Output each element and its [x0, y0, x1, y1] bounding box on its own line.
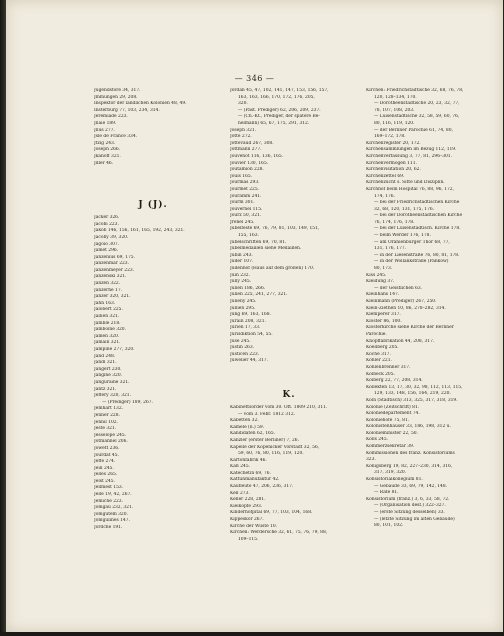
index-entry: Jangert 230.	[94, 366, 122, 372]
index-entry: Kirchenregister 20, 172.	[366, 140, 421, 146]
column-gap	[230, 365, 348, 387]
index-entry: Kippeskor 267.	[230, 517, 264, 523]
index-entry: Janzerhe 17.	[94, 287, 123, 293]
index-entry: Kirche der Wüste 10.	[230, 523, 278, 529]
index-column-1	[94, 88, 212, 532]
index-entry: Kolonistenhäuser 33, 186, 198, 312 u.	[366, 424, 451, 430]
index-entry: — Gebäude 33, 69, 79, 142, 148.	[374, 483, 448, 489]
index-entry: Kamele (n.) 59.	[230, 424, 265, 430]
index-entry: 80, 101, 102.	[374, 523, 404, 529]
index-entry: Jomgutem 320.	[94, 511, 128, 517]
index-entry: Kolonieminister 22, 50.	[366, 430, 418, 436]
index-entry: Jmmungen 29, 208.	[94, 94, 138, 100]
index-entry: 155, 163.	[238, 233, 259, 239]
index-entry: 169–172, 178.	[374, 134, 406, 140]
index-entry: Kohlenbrenner 317.	[366, 364, 411, 370]
index-entry: Knopffabrikation 44, 208, 317.	[366, 338, 435, 344]
index-entry: Joseph 321.	[230, 127, 257, 133]
index-entry: Klosterkirche siehe Kirche der Berliner	[366, 325, 454, 331]
index-entry: Justicen 223.	[230, 351, 260, 357]
index-entry: Koellberg 205.	[366, 345, 399, 351]
index-entry: Jotmannel 206.	[94, 439, 128, 445]
index-entry: Jordche 191.	[94, 525, 123, 531]
index-entry: Jotte 272.	[230, 134, 252, 140]
index-entry: Jomgulines 147.	[94, 518, 130, 524]
index-entry: Insterburg 77, 103, 234, 314.	[94, 107, 160, 113]
index-entry: Jordan 45, 47, 102, 141, 147, 153, 156, 157,	[230, 88, 329, 93]
index-entry: Kolonie (Zeitschrift) 81.	[366, 404, 420, 410]
index-entry: Jottevaud 267, 308.	[230, 140, 274, 146]
index-entry: — Dorotheenstädtische 20, 23, 32, 77,	[374, 101, 460, 107]
index-entry: 320.	[238, 101, 248, 107]
index-entry: 323.	[366, 457, 376, 463]
index-entry: Julieny 245.	[230, 299, 257, 304]
index-entry: Koloniehöfe 75, 81.	[366, 417, 410, 423]
index-entry: Kirchenverfassung 3, 77, 81, 296–301.	[366, 153, 452, 159]
index-entry: Juse 245.	[230, 338, 251, 344]
index-entry: Jand 248.	[94, 353, 116, 359]
index-entry: Jahn 163.	[94, 300, 116, 306]
index-entry: Jellmest 153.	[94, 485, 124, 491]
index-entry: — Luisenstädtische 32, 58, 59, 60, 76,	[374, 114, 460, 120]
index-entry: — in der Liesenstraße 76, 80, 81, 178.	[374, 252, 460, 258]
index-entry: 76, 174, 176, 178.	[374, 219, 415, 225]
index-entry: Jeremiade 223.	[94, 114, 128, 120]
index-entry: Koloniedepartement 74.	[366, 411, 420, 417]
index-entry: Jourmas 293.	[230, 180, 260, 186]
index-entry: 80, 116, 119, 120.	[374, 120, 415, 126]
index-entry: Köln (Städtisch) 313, 325, 317, 318, 319.	[366, 397, 458, 403]
index-entry: Jugendstore 34, 317.	[94, 88, 141, 93]
index-entry: Jouvernel 115.	[230, 206, 263, 212]
index-entry: Jrenel 245.	[230, 219, 255, 225]
index-entry: Jsle de France 334.	[94, 134, 138, 140]
index-entry: Kabetten 32.	[230, 418, 259, 424]
index-entry: Kapelle der Köpenicker Vorstadt 32, 56,	[230, 444, 320, 450]
index-entry: — bei der Friedrichstädtischen Kirche	[374, 200, 460, 206]
index-entry: Jacobi 223.	[94, 221, 119, 227]
index-entry: Kirchen: Werdersche 32, 61, 75, 76, 79, 88,	[230, 530, 328, 536]
index-entry: Kleinhans 147.	[366, 292, 400, 298]
index-entry: Kinderhofpital 69, 77, 103, 104, 168.	[230, 510, 313, 516]
index-entry: Kiss 245.	[366, 272, 387, 278]
index-entry: — (Organisation desf.) 322–327.	[374, 503, 446, 509]
index-entry: 131, 176, 177.	[374, 246, 407, 252]
index-entry: Kommissionen des franz. Konsistoriums	[366, 450, 455, 456]
index-entry: — Räte 81.	[374, 490, 399, 496]
index-entry: Jkanoff 321.	[94, 153, 121, 159]
index-entry: Jouvenot 116, 136, 165.	[230, 153, 284, 159]
index-entry: 78, 107, 108, 203.	[374, 107, 415, 113]
index-entry: Jllaie 189.	[94, 120, 117, 126]
index-entry: Jurain 208, 321.	[230, 318, 266, 324]
section-heading-k: K.	[282, 389, 296, 400]
index-entry: Jacker 326.	[94, 215, 120, 221]
index-entry: Klein-Ziethen 10, 86, 278–282, 314.	[366, 305, 446, 311]
index-entry: — (Past. Prediger) 62, 206, 209, 237.	[238, 107, 321, 113]
index-entry: Juwelier 44, 317.	[230, 358, 269, 364]
index-entry: — der Berliner Parochie 61, 74, 80,	[374, 127, 453, 133]
index-entry: Janzer 320, 321.	[94, 294, 131, 300]
index-entry: Konsistorium (franz.) 3, 6, 33, 58, 72.	[366, 496, 450, 502]
index-entry: Janzenmeyer 223.	[94, 267, 135, 273]
index-entry: Janzenmar 223.	[94, 261, 129, 267]
index-entry: Jullien 295.	[230, 305, 256, 311]
page-number: — 346 —	[234, 74, 275, 83]
index-entry: Kleinmann (Prediger) 267, 250.	[366, 299, 437, 304]
index-entry: Joutamion 228.	[230, 167, 264, 173]
index-entry: — beim Werder 176, 178.	[374, 233, 431, 239]
index-entry: 174, 176.	[374, 193, 395, 199]
index-entry: — in der Wollankstraße (Pankow)	[374, 259, 449, 265]
index-entry: Jampine 277, 320.	[94, 347, 135, 352]
index-entry: Jourmet 225.	[230, 186, 260, 192]
index-entry: Janzenski 321.	[94, 274, 127, 280]
section-heading-j: J (J).	[138, 200, 168, 211]
index-entry: Keller 228, 281.	[230, 497, 266, 503]
index-entry: Justin 263.	[230, 345, 255, 351]
column-gap	[94, 167, 212, 197]
index-entry: — am Oranienburger Thor 68, 77,	[374, 239, 450, 245]
index-entry: 163, 163, 166, 170, 172, 176, 205,	[238, 94, 315, 100]
index-entry: Kirchen: Friedrichstädtische 32, 68, 76, 78,	[366, 88, 464, 93]
index-entry: — vom 3. Febr. 1812 312.	[238, 411, 296, 417]
page-bottom-edge	[0, 632, 504, 636]
index-entry: Kollekten 13, 17, 30, 32, 98, 112, 113, 115,	[366, 384, 463, 390]
index-entry: Jurien 17, 33.	[230, 325, 261, 331]
index-entry: Jouvier 130, 165.	[230, 160, 269, 166]
index-entry: 80, 173.	[374, 266, 393, 272]
index-entry: Kielkopfe 293.	[230, 503, 263, 509]
index-entry: Jacoby 39, 320.	[94, 234, 129, 240]
index-entry: Jubelfeste 69, 76, 79, 81, 103, 149, 151,	[230, 226, 320, 232]
index-entry: Parochie.	[366, 331, 387, 337]
index-entry: Jelle 19, 42, 267.	[94, 492, 132, 498]
index-entry: Jdler 46.	[94, 160, 114, 166]
index-entry: Jalobert 225.	[94, 307, 123, 313]
index-entry: Kleidung 37.	[366, 279, 395, 285]
index-entry: — (letzte Sitzung im alten Gebäude)	[374, 516, 455, 522]
index-entry: Jemhart 132.	[94, 406, 124, 412]
index-entry: Jallien 321.	[94, 314, 120, 320]
index-entry: Jurisdiktion 54, 55.	[230, 331, 273, 337]
index-entry: Köche 317.	[366, 351, 391, 357]
index-entry: helmann) 65, 67, 175, 291, 312.	[238, 120, 310, 126]
index-entry: — bei der Luisenstädtisch. Kirche 178.	[374, 226, 461, 232]
index-entry: Kölls 245.	[366, 437, 389, 443]
index-entry: Janguraine 321.	[94, 379, 130, 385]
index-entry: Kartonfabrik 46.	[230, 457, 267, 463]
index-entry: — (Ch.-Kt., Prediger, der spätere Be-	[238, 114, 320, 120]
index-entry: 109–115.	[238, 536, 259, 542]
index-entry: Jamain 321.	[94, 340, 121, 346]
index-entry: Jamble 218.	[94, 320, 121, 326]
index-entry: Jully 245.	[230, 279, 252, 285]
index-entry: Kattunmanufaktur 42.	[230, 477, 280, 483]
index-column-3	[366, 88, 484, 530]
index-entry: Jourm 301.	[230, 200, 255, 206]
index-entry: Jllus 277.	[94, 127, 115, 133]
index-entry: Jeill 245.	[94, 465, 114, 471]
index-entry: Jelst 245.	[94, 478, 115, 484]
index-entry: Jowett 236.	[94, 445, 120, 451]
index-entry: Jubelmedaillen siehe Medaillen.	[230, 246, 302, 252]
index-entry: Kirchhof beim Hospital 76, 88, 96, 172,	[366, 186, 454, 192]
index-entry: Kirchenzucht s. Sitte und Disziplin.	[366, 180, 445, 186]
index-entry: Jeste 321.	[94, 426, 117, 432]
index-entry: Jtzig 243.	[94, 140, 116, 146]
index-entry: Katechetin 69, 76.	[230, 470, 271, 476]
index-entry: 317, 319, 320.	[374, 470, 407, 476]
index-entry: Kirchensammlungen im Bezug 112, 119.	[366, 147, 457, 153]
index-entry: Kirchenvisitation 20, 62.	[366, 167, 421, 173]
index-entry: Jamen 320.	[94, 333, 120, 339]
index-entry: Kaß 245.	[230, 464, 251, 470]
index-entry: 120, 128–134, 170.	[374, 94, 417, 100]
index-entry: — (erste Sitzung desselben) 33.	[374, 510, 445, 515]
index-entry: Julien 225, 241, 277, 321.	[230, 292, 288, 298]
index-entry: Jottmann 277.	[230, 147, 262, 153]
index-entry: Inspektor der ländlichen Kolonien 48, 49.	[94, 101, 187, 107]
index-entry: Jeffe 274.	[94, 459, 116, 465]
index-entry: Jeffery 320, 321.	[94, 393, 131, 399]
index-entry: Jandl 321.	[94, 360, 117, 366]
index-entry: Jakob 146, 156, 161, 165, 192, 243, 321.	[94, 228, 185, 234]
index-entry: Jemiche 223.	[94, 498, 123, 504]
index-entry: Jangine 320.	[94, 373, 123, 379]
index-entry: Jennil 102.	[94, 419, 118, 425]
index-entry: Kolbeck 205.	[366, 371, 395, 377]
index-entry: Kirchenvermögen 111.	[366, 160, 417, 166]
index-entry: Kandidaten 62, 165.	[230, 431, 276, 437]
index-entry: Joseph 266.	[94, 147, 121, 153]
index-entry: — (Prediger) 189, 267.	[102, 399, 153, 405]
index-entry: 32, 68, 120, 131, 175, 176.	[374, 206, 435, 212]
index-entry: Jenner 228.	[94, 412, 120, 418]
index-entry: Klemperer 317.	[366, 312, 401, 318]
index-entry: Jantz 321.	[94, 386, 117, 392]
index-entry: Jubelschriften 69, 70, 81.	[230, 239, 287, 245]
index-entry: Kommerzsekretär 39.	[366, 444, 415, 450]
index-entry: Jamet 296.	[94, 248, 119, 254]
index-entry: 129, 133, 148, 156, 164, 219, 220.	[374, 391, 451, 397]
index-entry: Jesselope 245.	[94, 432, 127, 438]
index-entry: Julien 186, 266.	[230, 285, 266, 291]
index-entry: Jüdenhof (Haus auf dem großen) 170.	[230, 266, 315, 272]
index-entry: Kabinettsorder vom 30. Oft. 1809 210, 311.	[230, 404, 328, 410]
index-entry: Kolberg 22, 77, 208, 314.	[366, 378, 423, 384]
index-entry: Jagoio 307.	[94, 241, 120, 247]
index-entry: Janzenius 69, 175.	[94, 254, 135, 260]
index-column-2	[230, 88, 348, 543]
index-entry: Jubin 243.	[230, 252, 253, 258]
index-entry: Janzen 322.	[94, 281, 121, 287]
index-entry: Kirchenzettel 69.	[366, 173, 405, 179]
index-entry: Jamboine 320.	[94, 327, 126, 333]
index-entry: Jourz 50, 321.	[230, 213, 262, 219]
index-entry: — der Geistlichen 63.	[374, 285, 423, 291]
book-page	[6, 0, 503, 632]
index-entry: Kanzler (erster Berliner) 7, 26.	[230, 437, 299, 443]
index-entry: Kloster 86, 100.	[366, 318, 402, 324]
index-entry: — bei der Dorotheenstädtischen Kirche	[374, 213, 463, 219]
index-entry: Jouramm 241.	[230, 193, 262, 199]
index-entry: Jouis 165.	[230, 173, 253, 179]
index-entry: Jourdat 45.	[94, 452, 119, 458]
index-entry: Jung 69, 163, 168.	[230, 312, 271, 318]
index-entry: Konsistorialkollegium 81.	[366, 477, 423, 483]
index-entry: Kell 273.	[230, 490, 250, 496]
index-entry: Juder 107.	[230, 259, 254, 265]
index-entry: Jomgau 232, 321.	[94, 505, 134, 511]
index-entry: Jelles 265.	[94, 472, 118, 478]
index-entry: Juin 232.	[230, 272, 250, 278]
index-entry: Kaufleute 47, 206, 236, 317.	[230, 484, 294, 490]
index-entry: Köhler 221.	[366, 358, 392, 364]
index-entry: 59, 60, 76, 80, 116, 119, 120.	[238, 451, 304, 457]
index-entry: Königsberg 19, 82, 227–230, 314, 316,	[366, 463, 453, 469]
